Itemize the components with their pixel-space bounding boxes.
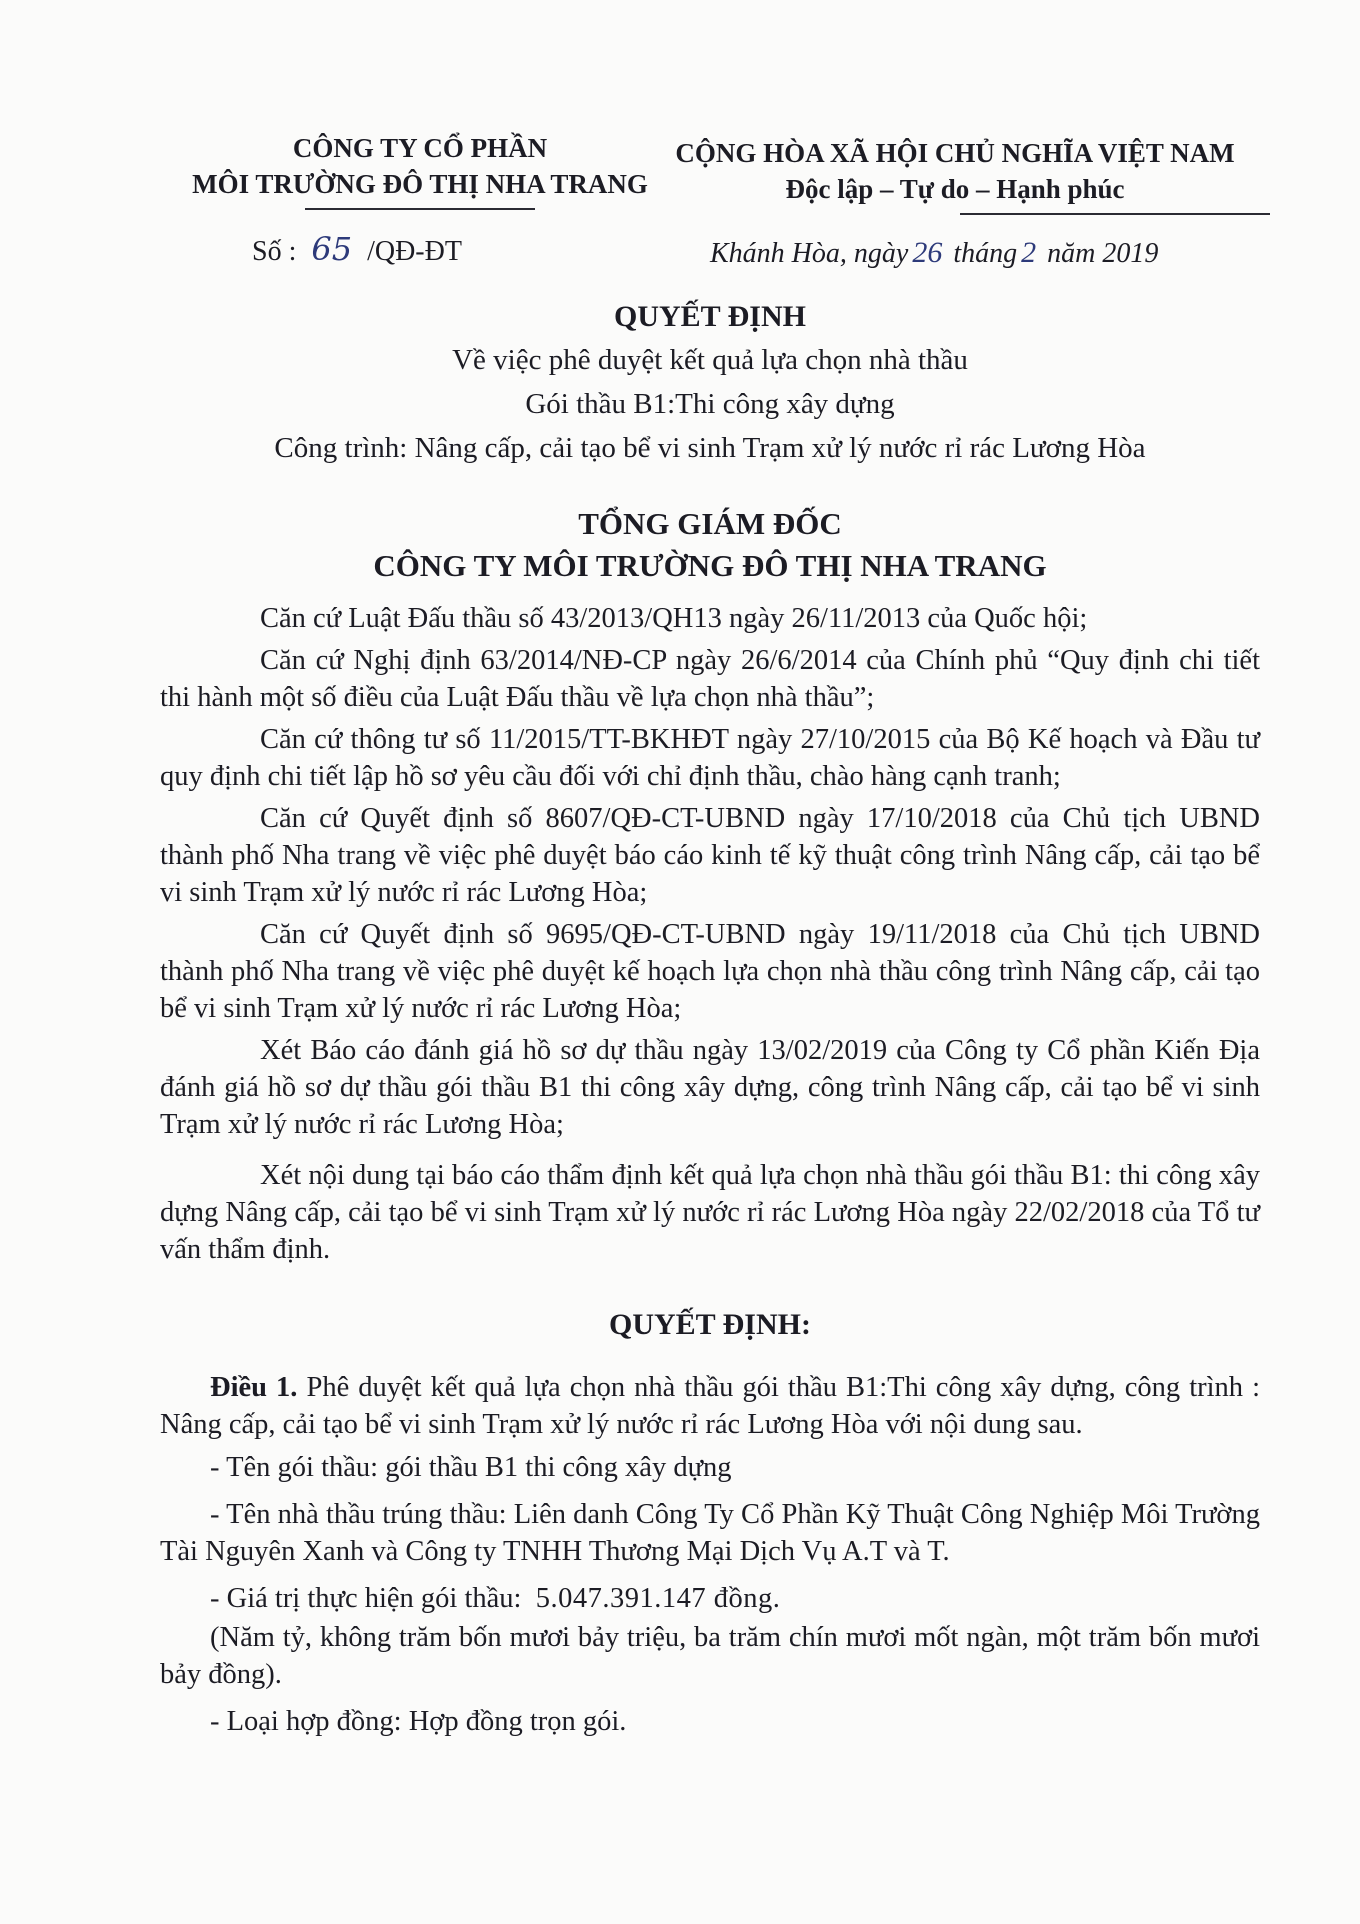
national-motto: Độc lập – Tự do – Hạnh phúc [785,174,1125,204]
reference-handwritten-number: 65 [311,230,353,268]
title-line-1: Về việc phê duyệt kết quả lựa chọn nhà thầu [452,344,968,376]
value-item [160,1580,1260,1617]
contractor-item: - Tên nhà thầu trúng thầu: Liên danh Công Ty Cổ Phần Kỹ Thuật Công Nghiệp Môi Trường Tài Nguyên Xanh và Công ty TNHH Thương Mại Dịch Vụ A.T và T. [160,1499,1260,1567]
company-line-1: CÔNG TY CỔ PHẦN [292,133,548,163]
package-name-item: - Tên gói thầu: gói thầu B1 thi công xây dựng [210,1452,732,1483]
article-1 [160,1369,1260,1443]
company-header [160,130,680,210]
title-line-2: Gói thầu B1:Thi công xây dựng [525,388,895,420]
document-date [710,236,1158,270]
reference-suffix: /QĐ-ĐT [367,236,462,267]
motto-underline [960,213,1270,215]
article-1-text: Phê duyệt kết quả lựa chọn nhà thầu gói thầu B1:Thi công xây dựng, công trình : Nâng cấp, cải tạo bể vi sinh Trạm xử lý nước rỉ rác Lương Hòa với nội dung sau. [160,1372,1261,1440]
value-in-words: (Năm tỷ, không trăm bốn mươi bảy triệu, ba trăm chín mươi mốt ngàn, một trăm bốn mươi bảy đồng). [160,1622,1260,1690]
company-line-2: MÔI TRƯỜNG ĐÔ THỊ NHA TRANG [192,169,648,199]
value-label: - Giá trị thực hiện gói thầu: [210,1583,522,1614]
date-place: Khánh Hòa, ngày [710,238,909,269]
authority-line-1: TỔNG GIÁM ĐỐC [578,506,842,541]
date-month: 2 [1021,236,1037,269]
company-underline [305,208,535,210]
document-body [160,600,1260,1750]
preamble-7: Xét nội dung tại báo cáo thẩm định kết quả lựa chọn nhà thầu gói thầu B1: thi công xây dựng Nâng cấp, cải tạo bể vi sinh Trạm xử lý nước rỉ rác Lương Hòa ngày 22/02/2018 của Tổ tư vấn thẩm định. [160,1160,1260,1265]
preamble-1: Căn cứ Luật Đấu thầu số 43/2013/QH13 ngày 26/11/2013 của Quốc hội; [260,603,1088,634]
decision-heading: QUYẾT ĐỊNH: [609,1308,811,1341]
date-year: năm 2019 [1047,238,1159,269]
date-month-label: tháng [953,238,1018,269]
title-line-3: Công trình: Nâng cấp, cải tạo bể vi sinh Trạm xử lý nước rỉ rác Lương Hòa [274,432,1146,464]
reference-prefix: Số : [252,236,297,267]
value-amount: 5.047.391.147 đồng. [535,1583,781,1614]
article-1-label: Điều 1. [210,1372,298,1403]
document-title: QUYẾT ĐỊNH [614,300,806,333]
reference-number [252,230,462,268]
date-day: 26 [912,236,943,269]
preamble-6: Xét Báo cáo đánh giá hồ sơ dự thầu ngày 13/02/2019 của Công ty Cổ phần Kiến Địa đánh giá hồ sơ dự thầu gói thầu B1 thi công xây dựng, công trình Nâng cấp, cải tạo bể vi sinh Trạm xử lý nước rỉ rác Lương Hòa; [160,1035,1260,1140]
authority-line-2: CÔNG TY MÔI TRƯỜNG ĐÔ THỊ NHA TRANG [373,548,1047,583]
preamble-4: Căn cứ Quyết định số 8607/QĐ-CT-UBND ngày 17/10/2018 của Chủ tịch UBND thành phố Nha trang về việc phê duyệt báo cáo kinh tế kỹ thuật công trình Nâng cấp, cải tạo bể vi sinh Trạm xử lý nước rỉ rác Lương Hòa; [160,803,1260,908]
preamble-2: Căn cứ Nghị định 63/2014/NĐ-CP ngày 26/6/2014 của Chính phủ “Quy định chi tiết thi hành một số điều của Luật Đấu thầu về lựa chọn nhà thầu”; [160,645,1260,713]
preamble-5: Căn cứ Quyết định số 9695/QĐ-CT-UBND ngày 19/11/2018 của Chủ tịch UBND thành phố Nha trang về việc phê duyệt kế hoạch lựa chọn nhà thầu công trình Nâng cấp, cải tạo bể vi sinh Trạm xử lý nước rỉ rác Lương Hòa; [160,919,1260,1024]
national-header [660,135,1250,215]
republic-title: CỘNG HÒA XÃ HỘI CHỦ NGHĨA VIỆT NAM [675,138,1235,168]
preamble-3: Căn cứ thông tư số 11/2015/TT-BKHĐT ngày 27/10/2015 của Bộ Kế hoạch và Đầu tư quy định chi tiết lập hồ sơ yêu cầu đối với chỉ định thầu, chào hàng cạnh tranh; [160,724,1260,792]
contract-type-item: - Loại hợp đồng: Hợp đồng trọn gói. [210,1706,627,1737]
